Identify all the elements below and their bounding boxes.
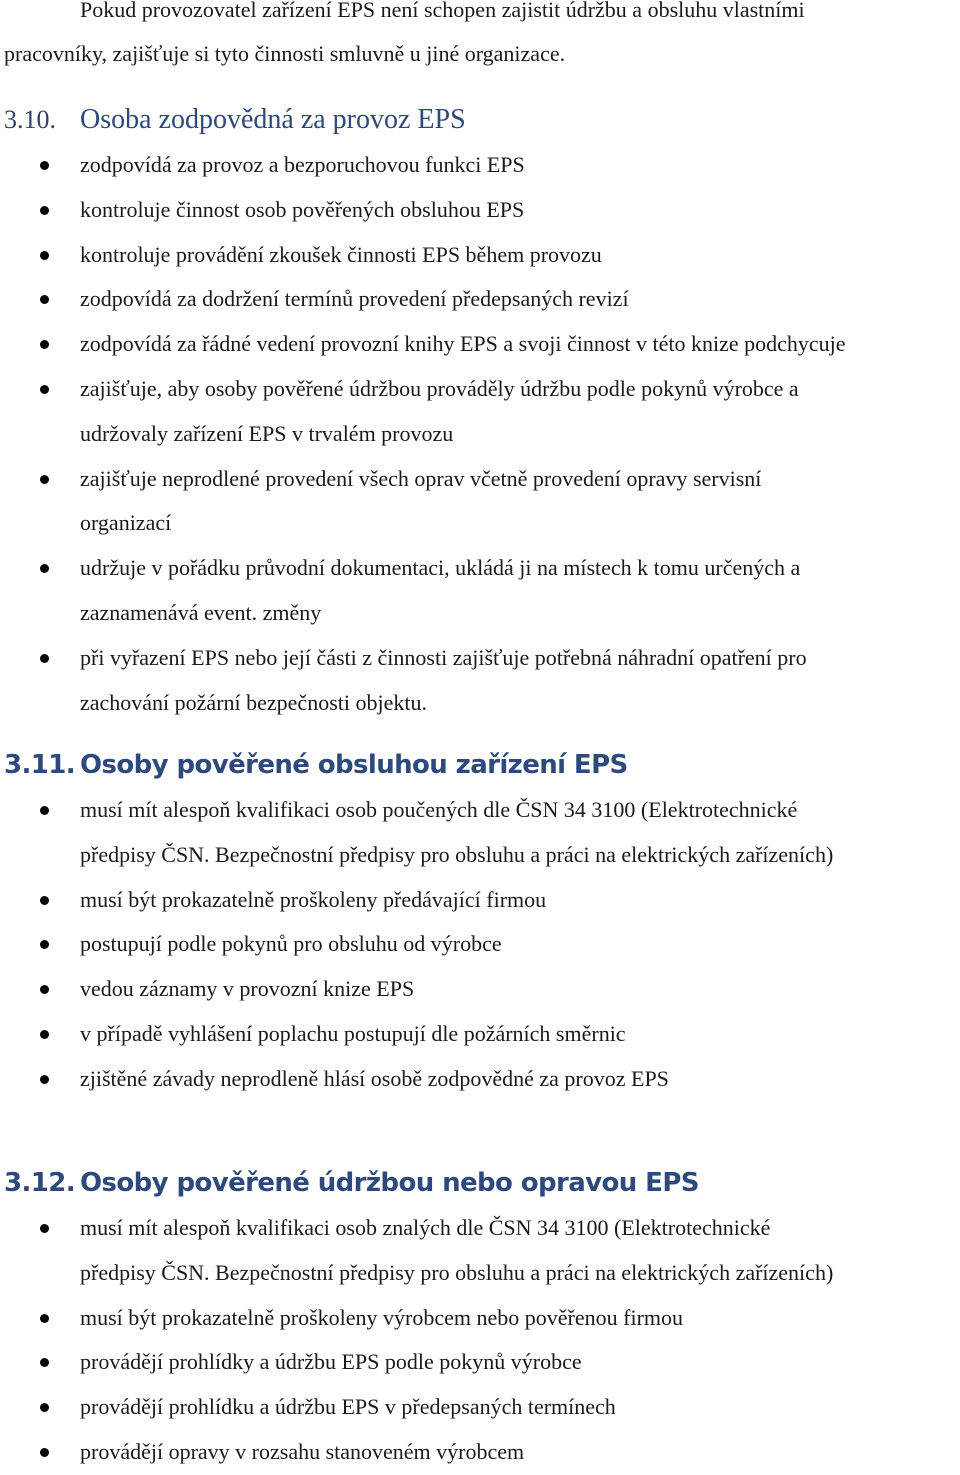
list-item-text: vedou záznamy v provozní knize EPS — [80, 976, 415, 1002]
list-item — [0, 277, 960, 322]
list-item-text: musí mít alespoň kvalifikaci osob znalých dle ČSN 34 3100 (Elektrotechnické — [80, 1215, 771, 1240]
list-item — [0, 233, 960, 278]
bullet-icon — [40, 564, 49, 573]
bullet-icon — [40, 1448, 49, 1457]
list-item — [0, 188, 960, 233]
bullet-icon — [40, 940, 49, 949]
list-item — [0, 1430, 960, 1475]
intro-line-1: Pokud provozovatel zařízení EPS není schopen zajistit údržbu a obsluhu vlastními — [80, 0, 805, 22]
bullet-icon — [40, 295, 49, 304]
list-item-text: provádějí prohlídku a údržbu EPS v předepsaných termínech — [80, 1394, 616, 1420]
list-item-text: provádějí prohlídky a údržbu EPS podle pokynů výrobce — [80, 1349, 582, 1375]
bullet-icon — [40, 1314, 49, 1323]
list-item — [0, 546, 960, 636]
section-3-11 — [0, 742, 960, 1102]
list-item-text: zajišťuje neprodlené provedení všech oprav včetně provedení opravy servisní — [80, 465, 762, 491]
list-item — [0, 1385, 960, 1430]
bullet-icon — [40, 1358, 49, 1367]
bullet-list — [0, 1206, 960, 1475]
bullet-icon — [40, 896, 49, 905]
bullet-icon — [40, 385, 49, 394]
bullet-icon — [40, 1030, 49, 1039]
bullet-icon — [40, 251, 49, 260]
section-heading — [0, 1160, 960, 1206]
list-item-text: zachování požární bezpečnosti objektu. — [80, 689, 427, 715]
bullet-icon — [40, 985, 49, 994]
section-number: 3.12. — [4, 1168, 76, 1198]
bullet-icon — [40, 1075, 49, 1084]
list-item — [0, 636, 960, 726]
list-item — [0, 322, 960, 367]
bullet-icon — [40, 161, 49, 170]
list-item — [0, 788, 960, 878]
list-item — [0, 143, 960, 188]
list-item — [0, 367, 960, 457]
section-number: 3.10. — [4, 105, 56, 134]
bullet-icon — [40, 654, 49, 663]
list-item — [0, 1340, 960, 1385]
section-number: 3.11. — [4, 750, 76, 780]
list-item — [0, 1057, 960, 1102]
list-item-text: při vyřazení EPS nebo její části z činnosti zajišťuje potřebná náhradní opatření pro — [80, 644, 807, 670]
list-item-text: musí být prokazatelně proškoleny předávající firmou — [80, 886, 547, 912]
list-item-text: zodpovídá za dodržení termínů provedení předepsaných revizí — [80, 286, 629, 312]
list-item-text: provádějí opravy v rozsahu stanoveném výrobcem — [80, 1438, 525, 1464]
list-item-text: zodpovídá za řádné vedení provozní knihy EPS a svoji činnost v této knize podchycuje — [80, 331, 846, 357]
list-item-text: zodpovídá za provoz a bezporuchovou funkci EPS — [80, 152, 525, 177]
list-item — [0, 1012, 960, 1057]
bullet-icon — [40, 1403, 49, 1412]
list-item-text: předpisy ČSN. Bezpečnostní předpisy pro obsluhu a práci na elektrických zařízeních) — [80, 1259, 834, 1285]
list-item-text: udržuje v pořádku průvodní dokumentaci, ukládá ji na místech k tomu určených a — [80, 555, 801, 581]
list-item-text: postupují podle pokynů pro obsluhu od výrobce — [80, 931, 502, 957]
bullet-icon — [40, 1224, 49, 1233]
section-3-10 — [0, 97, 960, 725]
list-item-text: zjištěné závady neprodleně hlásí osobě zodpovědné za provoz EPS — [80, 1065, 669, 1091]
list-item-text: zajišťuje, aby osoby pověřené údržbou prováděly údržbu podle pokynů výrobce a — [80, 375, 799, 401]
section-title: Osoby pověřené obsluhou zařízení EPS — [80, 750, 628, 780]
list-item-text: organizací — [80, 510, 172, 536]
list-item-text: v případě vyhlášení poplachu postupují dle požárních směrnic — [80, 1020, 626, 1046]
list-item-text: zaznamenává event. změny — [80, 599, 322, 625]
bullet-icon — [40, 340, 49, 349]
list-item — [0, 878, 960, 923]
list-item-text: kontroluje činnost osob pověřených obsluhou EPS — [80, 196, 525, 222]
section-title: Osoba zodpovědná za provoz EPS — [80, 104, 466, 135]
section-3-12 — [0, 1160, 960, 1475]
list-item — [0, 967, 960, 1012]
bullet-list — [0, 143, 960, 725]
intro-line-2: pracovníky, zajišťuje si tyto činnosti smluvně u jiné organizace. — [4, 41, 566, 66]
list-item — [0, 457, 960, 547]
list-item-text: předpisy ČSN. Bezpečnostní předpisy pro obsluhu a práci na elektrických zařízeních) — [80, 841, 834, 867]
bullet-icon — [40, 806, 49, 815]
list-item — [0, 922, 960, 967]
section-heading — [0, 97, 960, 143]
bullet-list — [0, 788, 960, 1102]
list-item — [0, 1206, 960, 1296]
list-item-text: musí mít alespoň kvalifikaci osob poučených dle ČSN 34 3100 (Elektrotechnické — [80, 797, 798, 822]
list-item-text: udržovaly zařízení EPS v trvalém provozu — [80, 420, 454, 446]
list-item-text: kontroluje provádění zkoušek činnosti EPS během provozu — [80, 241, 602, 267]
list-item-text: musí být prokazatelně proškoleny výrobcem nebo pověřenou firmou — [80, 1304, 684, 1330]
intro-paragraph — [0, 0, 960, 76]
bullet-icon — [40, 206, 49, 215]
bullet-icon — [40, 475, 49, 484]
section-title: Osoby pověřené údržbou nebo opravou EPS — [80, 1168, 699, 1198]
list-item — [0, 1296, 960, 1341]
section-heading — [0, 742, 960, 788]
